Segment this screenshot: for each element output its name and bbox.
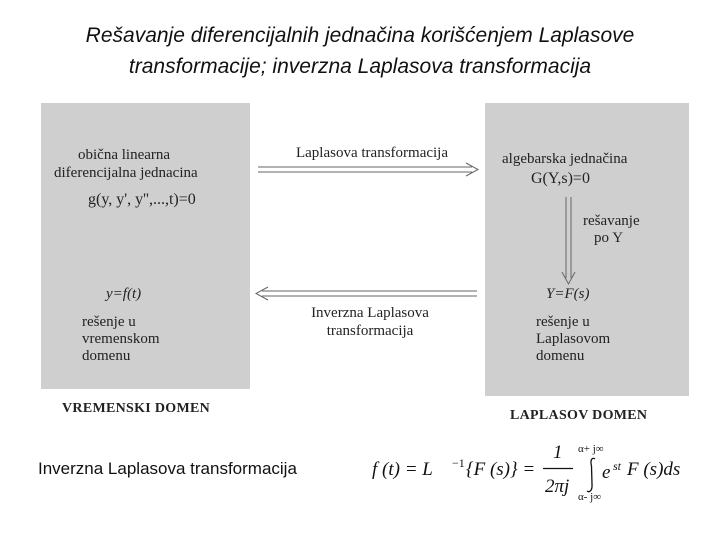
- left-solution-line-3: domenu: [82, 348, 131, 364]
- formula-argument: {F (s)} =: [466, 459, 536, 480]
- inverse-arrow-label-line-1: Inverzna Laplasova: [311, 305, 429, 321]
- formula-exponential-base: e: [602, 462, 611, 483]
- integral-sign-icon: [584, 456, 600, 494]
- left-text-line-1: obična linearna: [78, 147, 171, 163]
- left-solution-line-2: vremenskom: [82, 331, 160, 347]
- formula-inverse-superscript: −1: [452, 456, 465, 470]
- integral-lower-limit: α- j∞: [578, 491, 602, 503]
- right-step-line-1: rešavanje: [583, 213, 640, 229]
- forward-arrow-label: Laplasova transformacija: [295, 145, 448, 161]
- vertical-arrow-head: [562, 272, 575, 284]
- right-solution-line-1: rešenje u: [536, 314, 590, 330]
- left-text-line-2: diferencijalna jednacina: [54, 165, 198, 181]
- formula-exponent: st: [613, 459, 622, 473]
- formula-lhs: f (t) = L: [372, 459, 433, 480]
- title-line-2: transformacije; inverzna Laplasova transformacija: [128, 55, 592, 78]
- fraction-bar: [543, 467, 575, 470]
- inverse-arrow-head: [256, 287, 268, 300]
- left-solution-line-1: rešenje u: [82, 314, 136, 330]
- forward-arrow-head: [466, 163, 478, 176]
- bottom-label: Inverzna Laplasova transformacija: [38, 459, 297, 478]
- left-differential-equation: g(y, y', y'',...,t)=0: [88, 191, 196, 208]
- right-solution-line-3: domenu: [536, 348, 585, 364]
- right-step-line-2: po Y: [594, 230, 624, 246]
- laplace-domain-label: LAPLASOV DOMEN: [510, 408, 648, 423]
- right-solution-line-2: Laplasovom: [536, 331, 611, 347]
- right-solution-equation: Y=F(s): [546, 286, 590, 302]
- title-line-1: Rešavanje diferencijalnih jednačina korišćenjem Laplasove: [85, 24, 635, 47]
- right-text-line-1: algebarska jednačina: [502, 151, 628, 167]
- integral-upper-limit: α+ j∞: [578, 443, 604, 455]
- formula-numerator: 1: [553, 442, 563, 463]
- right-algebraic-equation: G(Y,s)=0: [531, 170, 590, 187]
- inverse-arrow-label-line-2: transformacija: [326, 323, 414, 339]
- formula-integrand: F (s)ds: [627, 459, 681, 480]
- time-domain-label: VREMENSKI DOMEN: [62, 401, 211, 416]
- left-solution-equation: y=f(t): [106, 286, 142, 302]
- formula-denominator: 2πj: [545, 476, 570, 497]
